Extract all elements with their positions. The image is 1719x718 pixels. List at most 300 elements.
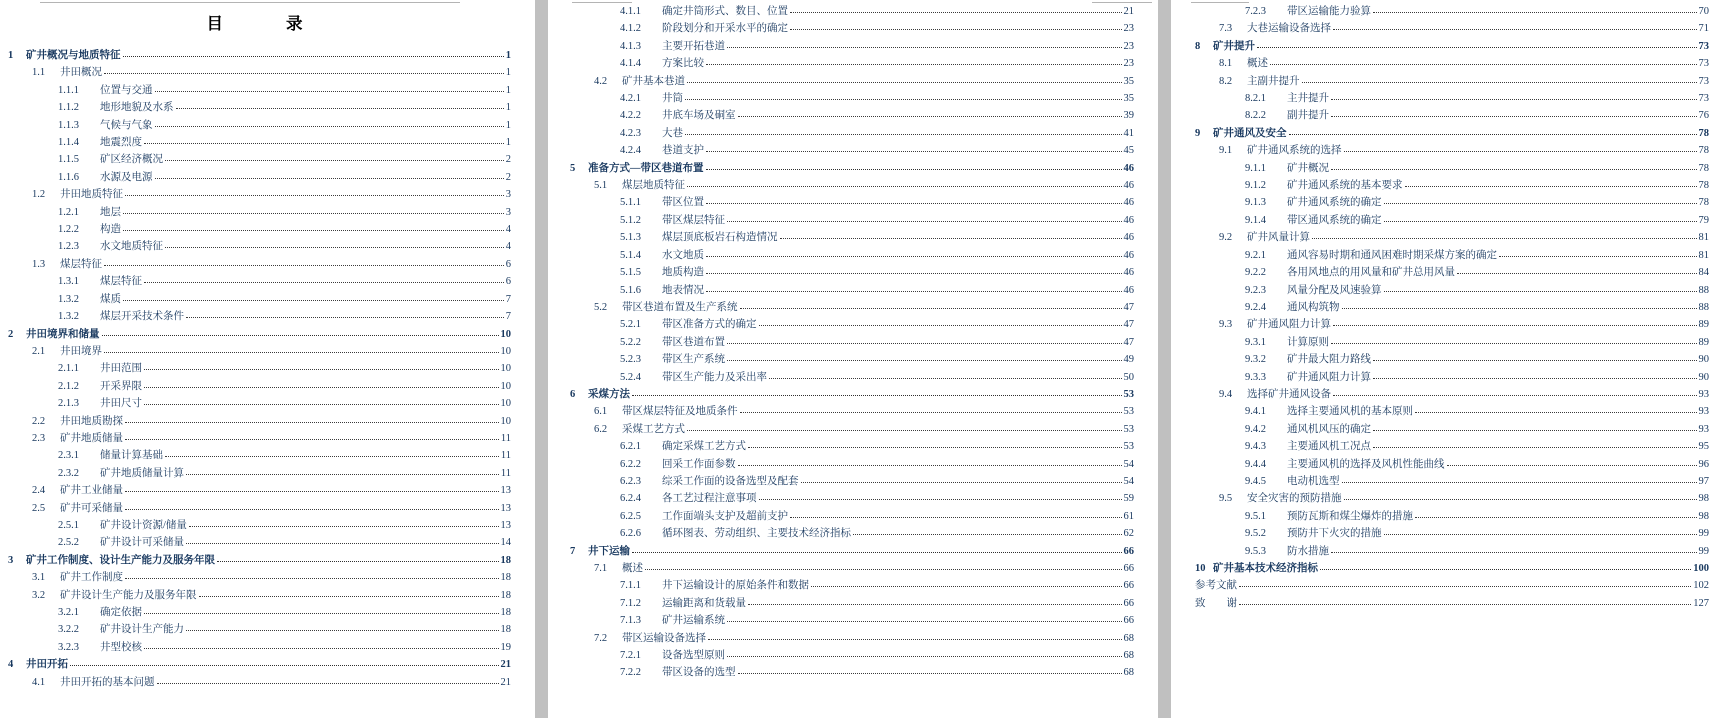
toc-entry[interactable]	[1195, 299, 1709, 316]
toc-dot-leader	[759, 498, 1122, 500]
toc-dot-leader	[1312, 237, 1697, 239]
toc-dot-leader	[1457, 272, 1697, 274]
toc-entry-number: 7.1.2	[620, 597, 641, 609]
toc-entry[interactable]	[1195, 73, 1709, 90]
toc-entry[interactable]	[1195, 20, 1709, 37]
toc-entry[interactable]	[1195, 38, 1709, 55]
toc-entry[interactable]	[570, 560, 1134, 577]
toc-entry-number: 2.3.2	[58, 467, 79, 479]
toc-entry-label: 井田境界	[60, 345, 102, 357]
toc-dot-leader	[165, 455, 499, 457]
toc-entry-label: 各用风地点的用风量和矿井总用风量	[1287, 267, 1455, 279]
toc-entry-page-number: 84	[1698, 267, 1709, 279]
toc-entry[interactable]	[8, 621, 511, 638]
toc-entry[interactable]	[570, 577, 1134, 594]
toc-entry-number: 7.2.2	[620, 667, 641, 679]
toc-entry[interactable]	[1195, 125, 1709, 142]
toc-entry-page-number: 53	[1123, 441, 1134, 453]
toc-entry[interactable]	[1195, 403, 1709, 420]
toc-dot-leader	[706, 255, 1122, 257]
toc-entry[interactable]	[1195, 560, 1709, 577]
toc-entry-number: 1.1.6	[58, 171, 79, 183]
toc-entry-page-number: 95	[1698, 441, 1709, 453]
toc-entry-page-number: 10	[500, 380, 511, 392]
toc-entry-page-number: 46	[1123, 197, 1134, 209]
toc-entry-label: 准备方式—带区巷道布置	[588, 162, 704, 174]
toc-entry-page-number: 6	[505, 276, 511, 288]
toc-entry-label: 副井提升	[1287, 110, 1329, 122]
toc-entry[interactable]	[570, 334, 1134, 351]
toc-entry-label: 矿井设计可采储量	[100, 537, 184, 549]
toc-dot-leader	[685, 98, 1122, 100]
toc-entry-page-number: 41	[1123, 127, 1134, 139]
toc-entry[interactable]	[1195, 473, 1709, 490]
toc-entry-label: 主副井提升	[1247, 75, 1300, 87]
toc-entry-page-number: 47	[1123, 301, 1134, 313]
toc-dot-leader	[144, 612, 499, 614]
toc-dot-leader	[104, 351, 499, 353]
toc-entry-label: 确定依据	[100, 607, 142, 618]
toc-dot-leader	[1331, 342, 1697, 344]
toc-dot-leader	[155, 90, 504, 92]
toc-entry[interactable]	[570, 316, 1134, 333]
toc-dot-leader	[632, 551, 1122, 553]
toc-dot-leader	[217, 560, 499, 562]
toc-dot-leader	[1331, 168, 1697, 170]
toc-entry-number: 5.1.1	[620, 197, 641, 209]
toc-entry[interactable]	[570, 630, 1134, 647]
toc-entry[interactable]	[8, 238, 511, 255]
toc-entry-page-number: 19	[500, 641, 511, 653]
toc-entry[interactable]	[8, 117, 511, 134]
toc-dot-leader	[740, 411, 1122, 413]
toc-entry[interactable]	[570, 508, 1134, 525]
toc-dot-leader	[155, 125, 504, 127]
toc-dot-leader	[1257, 46, 1697, 48]
toc-dot-leader	[186, 542, 499, 544]
toc-entry[interactable]	[8, 99, 511, 116]
toc-entry-label: 带区巷道布置及生产系统	[622, 301, 738, 313]
toc-entry-page-number: 1	[505, 67, 511, 79]
toc-entry[interactable]	[570, 421, 1134, 438]
toc-entry-label: 煤质	[100, 293, 121, 305]
toc-entry[interactable]	[8, 291, 511, 308]
toc-dot-leader	[199, 595, 499, 597]
toc-entry[interactable]	[8, 186, 511, 203]
toc-dot-leader	[1373, 377, 1697, 379]
toc-entry[interactable]	[1195, 55, 1709, 72]
toc-entry[interactable]	[1195, 282, 1709, 299]
page-edge-rule-3	[1191, 2, 1249, 3]
toc-entry-number: 5	[570, 162, 576, 174]
toc-entry-number: 3.1	[32, 572, 46, 584]
toc-dot-leader	[1384, 220, 1697, 222]
toc-entry-number: 2.3.1	[58, 450, 79, 462]
toc-entry-number: 3.2.3	[58, 641, 79, 653]
toc-entry-number: 7.2	[594, 632, 608, 644]
toc-entry-page-number: 3	[505, 206, 511, 218]
toc-dot-leader	[165, 246, 504, 248]
toc-dot-leader	[144, 368, 499, 370]
toc-entry-number: 1.2.2	[58, 224, 79, 236]
toc-entry-page-number: 18	[500, 607, 511, 618]
toc-entry-page-number: 70	[1698, 6, 1709, 17]
toc-dot-leader	[1373, 446, 1697, 448]
toc-dot-leader	[727, 620, 1122, 622]
toc-entry[interactable]	[570, 55, 1134, 72]
toc-entry[interactable]	[570, 73, 1134, 90]
toc-entry-page-number: 23	[1123, 23, 1134, 35]
toc-entry-number: 2.1.1	[58, 363, 79, 375]
toc-entry[interactable]	[570, 38, 1134, 55]
toc-entry[interactable]	[8, 465, 511, 482]
toc-dot-leader	[748, 603, 1122, 605]
toc-entry-page-number: 78	[1698, 145, 1709, 157]
toc-entry[interactable]	[1195, 160, 1709, 177]
toc-entry-number: 6.2.4	[620, 493, 641, 505]
toc-entry-number: 9.5.3	[1245, 545, 1266, 557]
toc-entry-page-number: 1	[505, 119, 511, 131]
page-gutter-2	[1158, 0, 1171, 718]
toc-dot-leader	[1331, 98, 1697, 100]
toc-entry[interactable]	[8, 447, 511, 464]
toc-entry[interactable]	[8, 151, 511, 168]
toc-entry-page-number: 76	[1698, 110, 1709, 122]
toc-dot-leader	[1342, 307, 1697, 309]
toc-entry-label: 地层	[100, 206, 121, 218]
toc-entry[interactable]	[570, 264, 1134, 281]
toc-entry-label: 概述	[1247, 58, 1268, 70]
toc-entry[interactable]	[8, 204, 511, 221]
toc-entry-label: 通风机风压的确定	[1287, 423, 1371, 435]
toc-entry-number: 9.1.1	[1245, 162, 1266, 174]
toc-entry[interactable]	[8, 517, 511, 534]
toc-dot-leader	[1342, 481, 1697, 483]
toc-entry[interactable]	[1195, 508, 1709, 525]
toc-entry-page-number: 10	[500, 328, 511, 340]
toc-entry[interactable]	[8, 308, 511, 325]
toc-dot-leader	[1333, 394, 1697, 396]
toc-dot-leader	[769, 377, 1122, 379]
toc-entry[interactable]	[8, 378, 511, 395]
toc-entry-page-number: 4	[505, 224, 511, 236]
toc-entry[interactable]	[570, 229, 1134, 246]
toc-dot-leader	[104, 264, 504, 266]
toc-entry-number: 4.1.2	[620, 23, 641, 35]
toc-entry[interactable]	[8, 482, 511, 499]
toc-entry-label: 预防井下火灾的措施	[1287, 528, 1382, 540]
toc-entry[interactable]	[8, 500, 511, 517]
toc-entry-label: 矿井设计生产能力	[100, 624, 184, 636]
toc-entry[interactable]	[1195, 351, 1709, 368]
toc-entry[interactable]	[8, 134, 511, 151]
toc-entry-label: 通风容易时期和通风困难时期采煤方案的确定	[1287, 249, 1497, 261]
toc-entry[interactable]	[1195, 247, 1709, 264]
toc-entry-number: 5.1.6	[620, 284, 641, 296]
toc-entry[interactable]	[1195, 386, 1709, 403]
toc-entry-label: 预防瓦斯和煤尘爆炸的措施	[1287, 510, 1413, 522]
toc-entry[interactable]	[1195, 438, 1709, 455]
toc-dot-leader	[104, 72, 504, 74]
toc-dot-leader	[1384, 290, 1697, 292]
toc-entry-number: 9.1.3	[1245, 197, 1266, 209]
toc-entry[interactable]	[570, 612, 1134, 629]
toc-entry[interactable]	[1195, 107, 1709, 124]
toc-entry[interactable]	[8, 343, 511, 360]
toc-entry-label: 设备选型原则	[662, 650, 725, 662]
toc-entry-page-number: 18	[500, 624, 511, 636]
toc-entry[interactable]	[8, 273, 511, 290]
toc-entry[interactable]	[8, 552, 511, 569]
toc-entry-label: 矿井概况	[1287, 162, 1329, 174]
toc-entry[interactable]	[8, 569, 511, 586]
toc-entry-number: 2.1.2	[58, 380, 79, 392]
toc-entry-number: 9.4.4	[1245, 458, 1266, 470]
toc-entry[interactable]	[570, 351, 1134, 368]
toc-entry[interactable]	[8, 430, 511, 447]
toc-entry[interactable]	[8, 326, 511, 343]
toc-entry[interactable]	[8, 656, 511, 673]
toc-entry[interactable]	[570, 525, 1134, 542]
toc-entry[interactable]	[570, 438, 1134, 455]
toc-entry-label: 矿井地质储量计算	[100, 467, 184, 479]
toc-entry[interactable]	[8, 82, 511, 99]
toc-entry[interactable]	[8, 534, 511, 551]
toc-entry-page-number: 62	[1123, 528, 1134, 540]
toc-entry-label: 运输距离和货载量	[662, 597, 746, 609]
toc-dot-leader	[1302, 81, 1697, 83]
toc-entry[interactable]	[1195, 456, 1709, 473]
toc-entry-number: 1.1.4	[58, 137, 79, 149]
toc-entry-page-number: 90	[1698, 354, 1709, 366]
toc-dot-leader	[1415, 411, 1697, 413]
toc-entry[interactable]	[570, 595, 1134, 612]
toc-entry[interactable]	[570, 90, 1134, 107]
toc-entry-page-number: 66	[1123, 580, 1134, 592]
toc-entry-number: 8	[1195, 40, 1201, 52]
toc-dot-leader	[706, 290, 1122, 292]
toc-entry[interactable]	[570, 142, 1134, 159]
toc-entry-number: 9.3.3	[1245, 371, 1266, 383]
toc-dot-leader	[759, 324, 1122, 326]
toc-dot-leader	[687, 429, 1122, 431]
toc-entry[interactable]	[570, 194, 1134, 211]
toc-entry-number: 2.1.3	[58, 398, 79, 410]
toc-entry[interactable]	[570, 212, 1134, 229]
toc-entry-label: 矿井工业储量	[60, 485, 123, 497]
toc-entry-number: 9	[1195, 127, 1201, 139]
toc-entry[interactable]	[1195, 421, 1709, 438]
toc-entry[interactable]	[8, 221, 511, 238]
toc-entry-number: 6.2.5	[620, 510, 641, 522]
toc-dot-leader	[1415, 516, 1697, 518]
toc-entry-page-number: 96	[1698, 458, 1709, 470]
toc-entry-label: 防水措施	[1287, 545, 1329, 557]
toc-entry-number: 5.1.3	[620, 232, 641, 244]
toc-entry[interactable]	[8, 604, 511, 621]
toc-entry-label: 气候与气象	[100, 119, 153, 131]
toc-list-2	[570, 3, 1134, 682]
toc-entry[interactable]	[570, 282, 1134, 299]
toc-entry[interactable]	[570, 647, 1134, 664]
toc-entry[interactable]	[8, 169, 511, 186]
toc-dot-leader	[70, 664, 499, 666]
toc-entry[interactable]	[570, 247, 1134, 264]
toc-entry[interactable]	[8, 360, 511, 377]
toc-entry[interactable]	[1195, 316, 1709, 333]
toc-entry-label: 阶段划分和开采水平的确定	[662, 23, 788, 35]
toc-entry[interactable]	[570, 386, 1134, 403]
toc-entry[interactable]	[1195, 334, 1709, 351]
toc-entry-label: 带区巷道布置	[662, 336, 725, 348]
toc-dot-leader	[727, 359, 1122, 361]
toc-entry[interactable]	[8, 587, 511, 604]
toc-entry-page-number: 11	[500, 432, 511, 444]
toc-entry[interactable]	[8, 256, 511, 273]
toc-entry-page-number: 11	[500, 450, 511, 462]
toc-entry[interactable]	[8, 674, 511, 691]
toc-entry-label: 井田开拓	[26, 659, 68, 671]
toc-entry[interactable]	[570, 369, 1134, 386]
toc-entry-label: 带区煤层特征及地质条件	[622, 406, 738, 418]
toc-entry-number: 1.2.3	[58, 241, 79, 253]
toc-entry[interactable]	[570, 403, 1134, 420]
toc-entry[interactable]	[1195, 543, 1709, 560]
toc-entry[interactable]	[1195, 577, 1709, 594]
toc-entry-number: 9.2.3	[1245, 284, 1266, 296]
toc-entry[interactable]	[570, 107, 1134, 124]
toc-dot-leader	[1270, 63, 1697, 65]
toc-dot-leader	[738, 115, 1122, 117]
toc-column-1	[0, 0, 535, 718]
toc-entry-page-number: 39	[1123, 110, 1134, 122]
toc-entry-page-number: 99	[1698, 528, 1709, 540]
toc-entry-page-number: 13	[500, 519, 511, 531]
toc-dot-leader	[706, 168, 1122, 170]
toc-entry-page-number: 98	[1698, 510, 1709, 522]
toc-entry-label: 选择主要通风机的基本原则	[1287, 406, 1413, 418]
toc-entry-label: 开采界限	[100, 380, 142, 392]
toc-entry-page-number: 54	[1123, 458, 1134, 470]
toc-entry-label: 矿井通风阻力计算	[1287, 371, 1371, 383]
toc-entry-page-number: 99	[1698, 545, 1709, 557]
toc-entry[interactable]	[1195, 3, 1709, 20]
toc-entry-number: 9.1	[1219, 145, 1233, 157]
toc-entry[interactable]	[1195, 490, 1709, 507]
toc-entry-page-number: 2	[505, 154, 511, 166]
toc-entry-page-number: 18	[500, 572, 511, 584]
toc-entry[interactable]	[8, 47, 511, 64]
toc-entry[interactable]	[570, 177, 1134, 194]
toc-entry-number: 4.2.2	[620, 110, 641, 122]
toc-entry-number: 4.1.3	[620, 40, 641, 52]
toc-entry[interactable]	[570, 3, 1134, 20]
toc-entry-page-number: 23	[1123, 58, 1134, 70]
toc-entry[interactable]	[570, 125, 1134, 142]
toc-entry-page-number: 7	[505, 311, 511, 323]
toc-entry[interactable]	[570, 664, 1134, 681]
toc-entry-label: 煤层特征	[100, 276, 142, 288]
toc-entry[interactable]	[1195, 264, 1709, 281]
toc-entry[interactable]	[570, 490, 1134, 507]
toc-entry-page-number: 93	[1698, 388, 1709, 400]
toc-entry-page-number: 100	[1693, 563, 1709, 574]
toc-entry-number: 8.2.1	[1245, 93, 1266, 105]
toc-entry-page-number: 88	[1698, 284, 1709, 296]
toc-entry[interactable]	[1195, 194, 1709, 211]
toc-entry-page-number: 46	[1123, 232, 1134, 244]
toc-entry[interactable]	[570, 473, 1134, 490]
toc-dot-leader	[186, 316, 504, 318]
toc-entry-label: 井下运输设计的原始条件和数据	[662, 580, 809, 592]
toc-entry[interactable]	[1195, 369, 1709, 386]
toc-entry-number: 5.1	[594, 180, 608, 192]
toc-entry-label: 矿井概况与地质特征	[26, 50, 121, 61]
toc-entry[interactable]	[1195, 595, 1709, 612]
toc-entry[interactable]	[8, 639, 511, 656]
toc-dot-leader	[727, 655, 1122, 657]
toc-entry-label: 位置与交通	[100, 84, 153, 96]
toc-entry[interactable]	[1195, 177, 1709, 194]
toc-entry-number: 1.3	[32, 258, 46, 270]
toc-entry-number: 6	[570, 388, 576, 400]
page-edge-rule-1	[40, 2, 460, 3]
toc-dot-leader	[125, 421, 499, 423]
toc-entry[interactable]	[1195, 229, 1709, 246]
toc-entry[interactable]	[8, 395, 511, 412]
toc-entry-number: 8.2	[1219, 75, 1233, 87]
toc-dot-leader	[1499, 255, 1697, 257]
toc-entry-number: 9.4.1	[1245, 406, 1266, 418]
toc-entry-label: 井下运输	[588, 545, 630, 557]
toc-entry-number: 7.2.1	[620, 650, 641, 662]
toc-entry-label: 主要通风机的选择及风机性能曲线	[1287, 458, 1445, 470]
toc-entry-number: 4.2.4	[620, 145, 641, 157]
toc-entry-number: 2.4	[32, 485, 46, 497]
toc-dot-leader	[176, 107, 504, 109]
toc-entry-label: 矿井最大阻力路线	[1287, 354, 1371, 366]
toc-entry-label: 地表情况	[662, 284, 704, 296]
toc-entry[interactable]	[1195, 142, 1709, 159]
toc-entry-label: 综采工作面的设备选型及配套	[662, 475, 799, 487]
toc-entry[interactable]	[570, 20, 1134, 37]
toc-entry[interactable]	[570, 456, 1134, 473]
toc-entry-page-number: 46	[1123, 214, 1134, 226]
toc-entry[interactable]	[8, 64, 511, 81]
toc-entry-number: 6.1	[594, 406, 608, 418]
toc-dot-leader	[853, 533, 1122, 535]
toc-entry[interactable]	[570, 543, 1134, 560]
toc-entry-number: 4.1.4	[620, 58, 641, 70]
toc-entry-page-number: 73	[1698, 40, 1709, 52]
toc-entry-number: 5.1.4	[620, 249, 641, 261]
toc-entry-label: 计算原则	[1287, 336, 1329, 348]
toc-entry[interactable]	[1195, 212, 1709, 229]
toc-entry[interactable]	[570, 160, 1134, 177]
toc-entry[interactable]	[570, 299, 1134, 316]
toc-entry-label: 各工艺过程注意事项	[662, 493, 757, 505]
toc-entry-number: 1.1.2	[58, 102, 79, 114]
toc-dot-leader	[1373, 359, 1697, 361]
toc-dot-leader	[144, 281, 504, 283]
toc-entry[interactable]	[8, 413, 511, 430]
toc-entry[interactable]	[1195, 90, 1709, 107]
toc-entry[interactable]	[1195, 525, 1709, 542]
toc-entry-page-number: 21	[500, 676, 511, 688]
toc-dot-leader	[125, 438, 499, 440]
toc-entry-page-number: 47	[1123, 336, 1134, 348]
toc-entry-page-number: 89	[1698, 319, 1709, 331]
